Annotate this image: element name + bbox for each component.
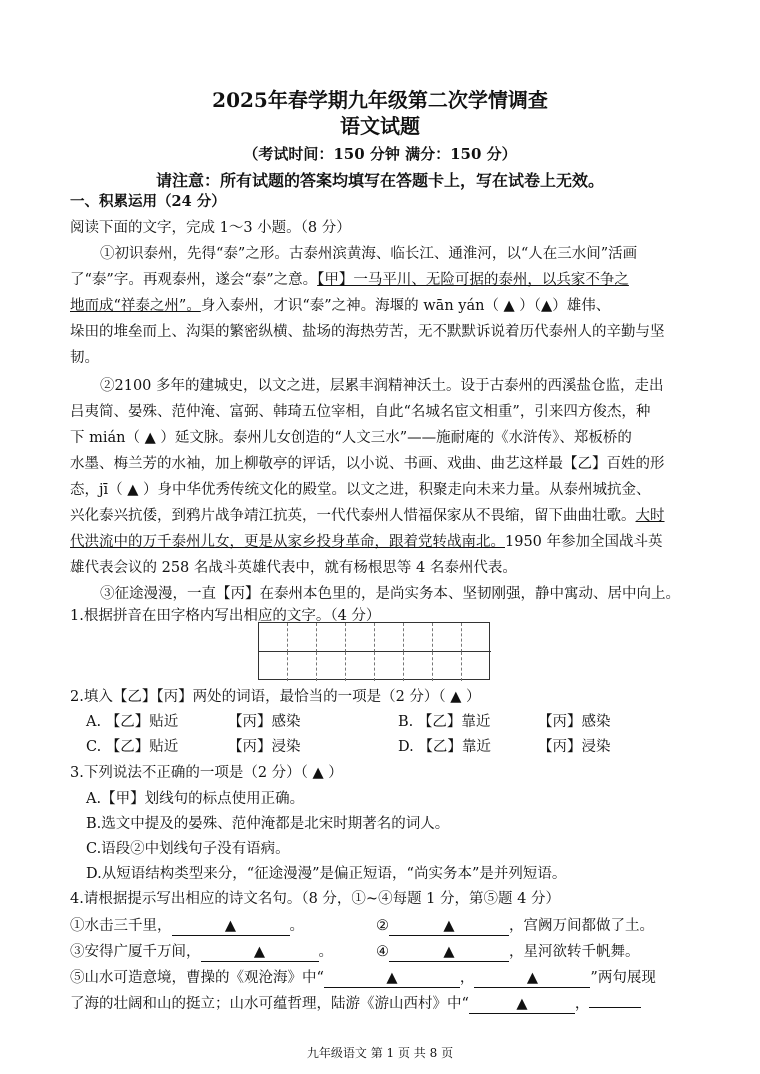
grid-cell [346, 652, 375, 681]
poem-number: ② [376, 918, 389, 934]
grid-cell [433, 652, 462, 681]
poem-row-2 [70, 939, 333, 965]
poem-row-4 [70, 991, 641, 1017]
passage-text: 1950 年参加全国战斗英 [505, 534, 663, 550]
grid-cell [375, 623, 404, 652]
question-2: 2.填入【乙】【丙】两处的词语，最恰当的一项是（2 分）（ ▲ ） [70, 689, 481, 705]
option-d: D. 【乙】靠近 [398, 739, 491, 755]
reading-intro: 阅读下面的文字，完成 1～3 小题。（8 分） [70, 220, 351, 236]
option-c-second: 【丙】浸染 [228, 739, 301, 755]
option-a-second: 【丙】感染 [228, 714, 301, 730]
passage-paragraph-3: ③征途漫漫，一直【丙】在泰州本色里的，是尚实务本、坚韧刚强，静中寓动、居中向上。 [100, 586, 680, 602]
answer-grid [258, 622, 490, 680]
question-3: 3.下列说法不正确的一项是（2 分）（ ▲ ） [70, 765, 343, 781]
passage-line: 态，jī（ ▲ ）身中华优秀传统文化的殿堂。以文之进，积聚走向未来力量。从泰州城抗金、 [70, 482, 651, 498]
option-d: D.从短语结构类型来分，“征途漫漫”是偏正短语，“尚实务本”是并列短语。 [86, 866, 567, 882]
poem-number: ④ [376, 944, 389, 960]
grid-cell [375, 652, 404, 681]
section-heading: 一、积累运用（24 分） [70, 193, 226, 210]
option-b: B. 【乙】靠近 [398, 714, 491, 730]
poem-prompt: 了海的壮阔和山的挺立；山水可蕴哲理，陆游《游山西村》中“ [70, 996, 469, 1012]
punct: ， [574, 996, 590, 1012]
passage-line: ②2100 多年的建城史，以文之进，层累丰润精神沃土。设于古泰州的西溪盐仓监，走出 [100, 378, 664, 394]
poem-row-1b [376, 913, 654, 939]
exam-title: 2025年春学期九年级第二次学情调查 [212, 88, 548, 112]
underlined-sentence: 代洪流中的万千泰州儿女，更是从家乡投身革命，跟着党转战南北。 [70, 534, 505, 550]
passage-line: ①初识泰州，先得“泰”之形。古泰州滨黄海、临长江、通淮河，以“人在三水间”活画 [100, 246, 638, 262]
poem-row-3 [70, 965, 656, 991]
passage-line: 韧。 [70, 350, 99, 366]
poem-prompt: ，宫阙万间都做了土。 [509, 918, 654, 934]
answer-blank: ▲ [324, 969, 460, 988]
answer-blank: ▲ [389, 943, 509, 962]
grid-cell [462, 623, 491, 652]
passage-line: 水墨、梅兰芳的水袖，加上柳敬亭的评话，以小说、书画、戏曲、曲艺这样最【乙】百姓的形 [70, 456, 665, 472]
answer-blank: ▲ [201, 943, 319, 962]
exam-subtitle: 语文试题 [340, 114, 420, 138]
passage-line: 垛田的堆垒而上、沟渠的繁密纵横、盐场的海热劳苦，无不默默诉说着历代泰州人的辛勤与坚 [70, 324, 665, 340]
underlined-sentence: 大时 [635, 508, 665, 524]
poem-prompt: ，星河欲转千帆舞。 [509, 944, 640, 960]
passage-text: 身入泰州，才识“泰”之神。海堰的 wān yán（ ▲ ）（▲）雄伟、 [200, 298, 611, 314]
grid-cell [288, 623, 317, 652]
poem-prompt: ”两句展现 [590, 970, 656, 986]
option-c: C.语段②中划线句子没有语病。 [86, 841, 290, 857]
grid-cell [288, 652, 317, 681]
punct: 。 [318, 944, 333, 960]
passage-line: 下 mián（ ▲ ）延文脉。泰州儿女创造的“人文三水”——施耐庵的《水浒传》、郑板桥的 [70, 430, 632, 446]
grid-cell [404, 623, 433, 652]
poem-prompt: ①水击三千里， [70, 918, 172, 934]
poem-prompt: ⑤山水可造意境，曹操的《观沧海》中“ [70, 970, 324, 986]
underlined-sentence-jia: 地而成“祥泰之州”。 [70, 298, 201, 314]
passage-line: 吕夷简、晏殊、范仲淹、富弼、韩琦五位宰相，自此“名城名宦文相重”，引来四方俊杰，种 [70, 404, 651, 420]
punct: 。 [289, 918, 304, 934]
answer-blank: ▲ [172, 917, 290, 936]
punct: ， [459, 970, 475, 986]
grid-cell [404, 652, 433, 681]
question-4: 4.请根据提示写出相应的诗文名句。（8 分，①~④每题 1 分，第⑤题 4 分） [70, 891, 560, 907]
passage-line [70, 529, 663, 555]
option-d-second: 【丙】浸染 [538, 739, 611, 755]
grid-cell [346, 623, 375, 652]
poem-row-2b [376, 939, 640, 965]
answer-blank: ▲ [389, 917, 509, 936]
option-a: A.【甲】划线句的标点使用正确。 [86, 791, 305, 807]
poem-row-1 [70, 913, 304, 939]
option-a: A. 【乙】贴近 [86, 714, 179, 730]
question-1: 1.根据拼音在田字格内写出相应的文字。（4 分） [70, 608, 381, 624]
grid-cell [317, 623, 346, 652]
grid-cell [259, 623, 288, 652]
passage-line: 雄代表会议的 258 名战斗英雄代表中，就有杨根思等 4 名泰州代表。 [70, 560, 517, 576]
passage-text: 了“泰”字。再观泰州，遂会“泰”之意。 [70, 272, 318, 288]
passage-line [70, 503, 665, 529]
exam-notice: 请注意：所有试题的答案均填写在答题卡上，写在试卷上无效。 [155, 171, 604, 190]
passage-line [70, 267, 629, 293]
grid-cell [462, 652, 491, 681]
answer-blank: ▲ [474, 969, 590, 988]
page-footer: 九年级语文 第 1 页 共 8 页 [306, 1046, 454, 1060]
option-b: B.选文中提及的晏殊、范仲淹都是北宋时期著名的词人。 [86, 816, 450, 832]
exam-info: （考试时间：150 分钟 满分：150 分） [243, 145, 517, 163]
option-c: C. 【乙】贴近 [86, 739, 179, 755]
passage-text: 兴化泰兴抗倭，到鸦片战争靖江抗英，一代代泰州人惜福保家从不畏缩，留下曲曲壮歌。 [70, 508, 636, 524]
option-b-second: 【丙】感染 [538, 714, 611, 730]
grid-cell [317, 652, 346, 681]
poem-prompt: ③安得广厦千万间， [70, 944, 201, 960]
grid-cell [433, 623, 462, 652]
underlined-sentence-jia: 【甲】一马平川、无险可据的泰州，以兵家不争之 [317, 272, 629, 288]
answer-blank [589, 1007, 641, 1008]
passage-line [70, 293, 610, 319]
grid-cell [259, 652, 288, 681]
answer-blank: ▲ [469, 995, 575, 1014]
